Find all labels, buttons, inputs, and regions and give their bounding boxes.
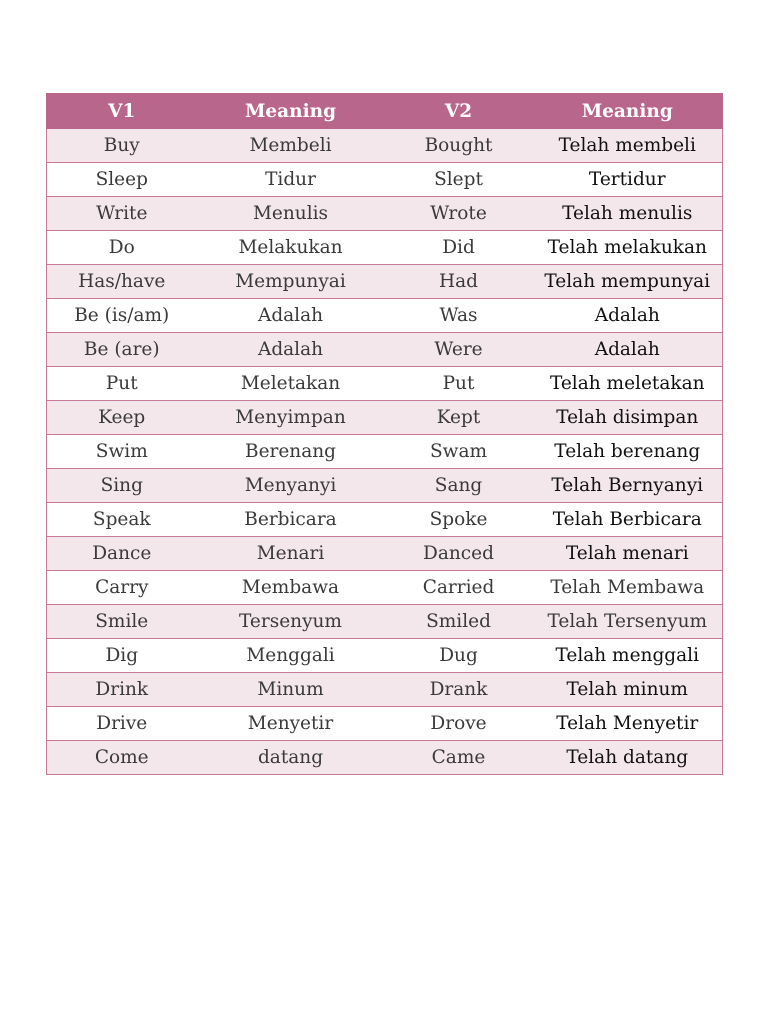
- cell-v2: Dug: [385, 639, 533, 673]
- cell-v1: Sleep: [47, 163, 197, 197]
- cell-v1: Put: [47, 367, 197, 401]
- cell-v1-meaning: Berenang: [197, 435, 385, 469]
- cell-v1-meaning: Mempunyai: [197, 265, 385, 299]
- cell-v2: Put: [385, 367, 533, 401]
- cell-v1-meaning: Berbicara: [197, 503, 385, 537]
- cell-v1: Smile: [47, 605, 197, 639]
- table-row: [47, 231, 723, 265]
- table-row: [47, 163, 723, 197]
- cell-v1: Drink: [47, 673, 197, 707]
- cell-v2-meaning: Telah melakukan: [533, 231, 723, 265]
- cell-v1: Be (are): [47, 333, 197, 367]
- cell-v1: Drive: [47, 707, 197, 741]
- cell-v2-meaning: Telah mempunyai: [533, 265, 723, 299]
- table-row: [47, 537, 723, 571]
- cell-v1-meaning: Adalah: [197, 299, 385, 333]
- cell-v2-meaning: Telah membeli: [533, 129, 723, 163]
- cell-v1: Swim: [47, 435, 197, 469]
- cell-v1-meaning: Menyanyi: [197, 469, 385, 503]
- table-row: [47, 571, 723, 605]
- cell-v2-meaning: Telah Bernyanyi: [533, 469, 723, 503]
- cell-v2: Danced: [385, 537, 533, 571]
- table-row: [47, 299, 723, 333]
- cell-v1-meaning: Tersenyum: [197, 605, 385, 639]
- cell-v1-meaning: Adalah: [197, 333, 385, 367]
- cell-v1-meaning: Minum: [197, 673, 385, 707]
- table-row: [47, 367, 723, 401]
- cell-v2-meaning: Telah menari: [533, 537, 723, 571]
- cell-v2-meaning: Adalah: [533, 299, 723, 333]
- table-row: [47, 401, 723, 435]
- table-row: [47, 605, 723, 639]
- cell-v1: Dance: [47, 537, 197, 571]
- cell-v1-meaning: Melakukan: [197, 231, 385, 265]
- cell-v1-meaning: Menari: [197, 537, 385, 571]
- cell-v1-meaning: datang: [197, 741, 385, 775]
- header-v1-meaning: Meaning: [197, 94, 385, 129]
- table-row: [47, 503, 723, 537]
- cell-v1: Carry: [47, 571, 197, 605]
- table-body: [47, 129, 723, 775]
- verb-table: [46, 93, 723, 775]
- cell-v2-meaning: Telah menggali: [533, 639, 723, 673]
- cell-v2: Were: [385, 333, 533, 367]
- cell-v1: Come: [47, 741, 197, 775]
- cell-v2: Kept: [385, 401, 533, 435]
- cell-v2: Had: [385, 265, 533, 299]
- cell-v1: Write: [47, 197, 197, 231]
- cell-v1: Speak: [47, 503, 197, 537]
- cell-v2-meaning: Telah Berbicara: [533, 503, 723, 537]
- table-header: [47, 94, 723, 129]
- cell-v2: Slept: [385, 163, 533, 197]
- table-row: [47, 707, 723, 741]
- cell-v1: Buy: [47, 129, 197, 163]
- cell-v1: Sing: [47, 469, 197, 503]
- cell-v1-meaning: Menggali: [197, 639, 385, 673]
- cell-v2-meaning: Telah berenang: [533, 435, 723, 469]
- cell-v1: Keep: [47, 401, 197, 435]
- header-v2: V2: [385, 94, 533, 129]
- table-row: [47, 673, 723, 707]
- table-row: [47, 639, 723, 673]
- cell-v1: Dig: [47, 639, 197, 673]
- cell-v2: Bought: [385, 129, 533, 163]
- header-row: [47, 94, 723, 129]
- cell-v1-meaning: Meletakan: [197, 367, 385, 401]
- header-v1: V1: [47, 94, 197, 129]
- table-row: [47, 333, 723, 367]
- cell-v1-meaning: Tidur: [197, 163, 385, 197]
- cell-v2: Swam: [385, 435, 533, 469]
- table-row: [47, 129, 723, 163]
- table-row: [47, 469, 723, 503]
- cell-v2-meaning: Telah Menyetir: [533, 707, 723, 741]
- header-v2-meaning: Meaning: [533, 94, 723, 129]
- cell-v2-meaning: Telah Membawa: [533, 571, 723, 605]
- cell-v2-meaning: Telah menulis: [533, 197, 723, 231]
- cell-v2-meaning: Telah minum: [533, 673, 723, 707]
- cell-v1: Do: [47, 231, 197, 265]
- cell-v2-meaning: Telah meletakan: [533, 367, 723, 401]
- cell-v2: Wrote: [385, 197, 533, 231]
- table-row: [47, 265, 723, 299]
- cell-v1-meaning: Membawa: [197, 571, 385, 605]
- cell-v2-meaning: Tertidur: [533, 163, 723, 197]
- cell-v2: Was: [385, 299, 533, 333]
- cell-v1-meaning: Menyimpan: [197, 401, 385, 435]
- cell-v2: Came: [385, 741, 533, 775]
- table-row: [47, 741, 723, 775]
- cell-v1-meaning: Menulis: [197, 197, 385, 231]
- cell-v1-meaning: Menyetir: [197, 707, 385, 741]
- table-row: [47, 435, 723, 469]
- cell-v2: Sang: [385, 469, 533, 503]
- table-row: [47, 197, 723, 231]
- cell-v2: Carried: [385, 571, 533, 605]
- cell-v1: Be (is/am): [47, 299, 197, 333]
- cell-v2: Spoke: [385, 503, 533, 537]
- cell-v1-meaning: Membeli: [197, 129, 385, 163]
- cell-v2-meaning: Adalah: [533, 333, 723, 367]
- cell-v1: Has/have: [47, 265, 197, 299]
- cell-v2-meaning: Telah disimpan: [533, 401, 723, 435]
- cell-v2-meaning: Telah datang: [533, 741, 723, 775]
- cell-v2: Drank: [385, 673, 533, 707]
- cell-v2: Smiled: [385, 605, 533, 639]
- cell-v2: Drove: [385, 707, 533, 741]
- cell-v2: Did: [385, 231, 533, 265]
- cell-v2-meaning: Telah Tersenyum: [533, 605, 723, 639]
